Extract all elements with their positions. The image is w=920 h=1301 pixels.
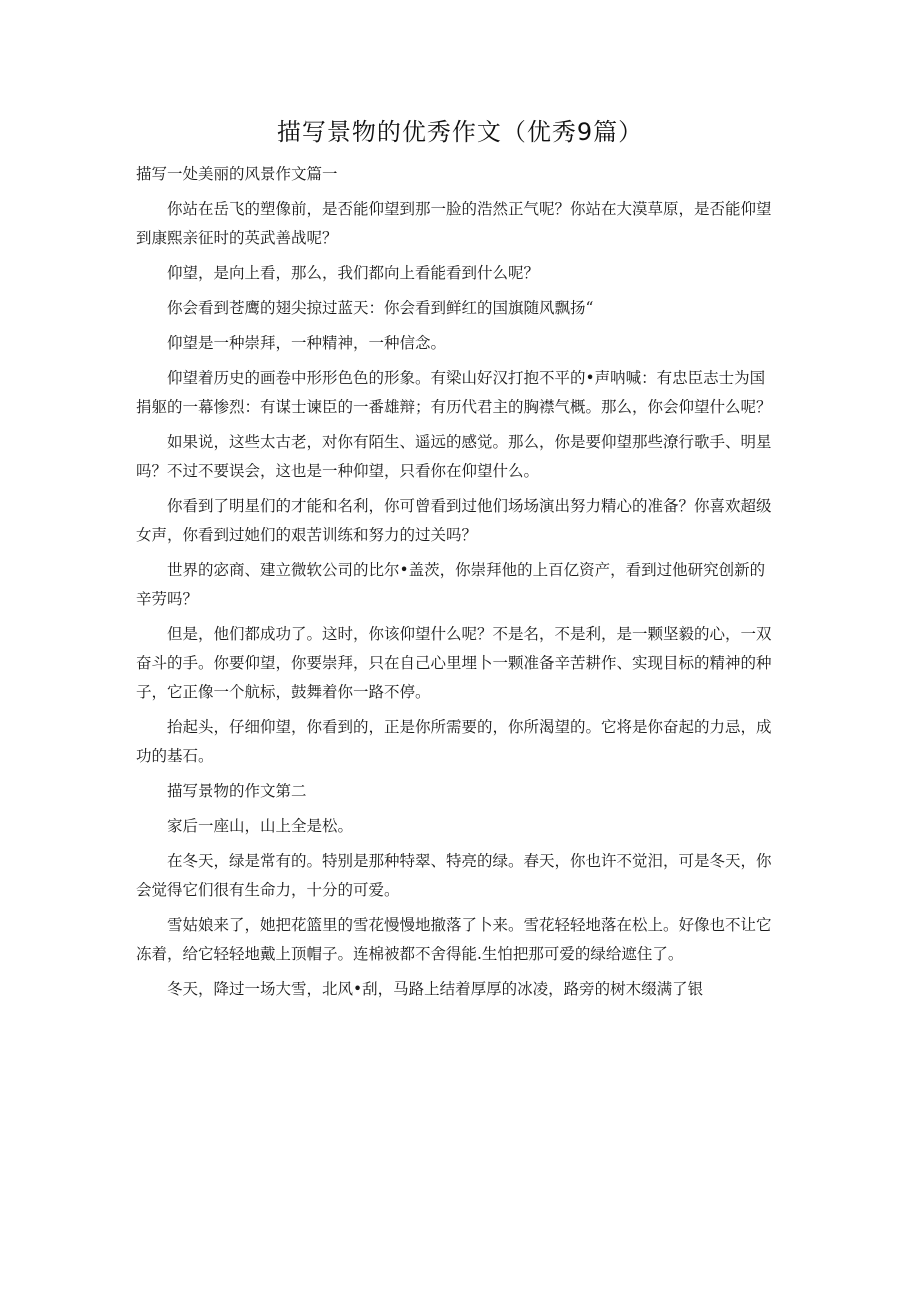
paragraph: 仰望是一种崇拜，一种精神，一种信念。 [167, 334, 447, 352]
paragraph: 抬起头，仔细仰望，你看到的，正是你所需要的，你所渴望的。它将是你奋起的力忌，成功的基石。 [136, 718, 772, 765]
document-body [136, 160, 776, 1010]
paragraph: 世界的宓商、建立微软公司的比尔•盖茨，你崇拜他的上百亿资产，看到过他研究创新的辛劳吗？ [136, 561, 766, 608]
paragraph: 你看到了明星们的才能和名利，你可曾看到过他们场场演出努力精心的准备？你喜欢超级女声，你看到过她们的艰苦训练和努力的过关吗？ [136, 497, 772, 544]
paragraph: 但是，他们都成功了。这时，你该仰望什么呢？不是名，不是利，是一颗坚毅的心，一双奋斗的手。你要仰望，你要崇拜，只在自己心里埋卜一颗准备辛苦耕作、实现目标的精神的种子，它正像一个航标，鼓舞着你一路不停。 [136, 625, 772, 701]
paragraph: 雪姑娘来了，她把花篮里的雪花慢慢地撤落了卜来。雪花轻轻地落在松上。好像也不让它冻着，给它轻轻地戴上顶帽子。连棉被都不舍得能.生怕把那可爱的绿给遮住了。 [136, 916, 772, 963]
paragraph: 如果说，这些太古老，对你有陌生、遥远的感觉。那么，你是要仰望那些潦行歌手、明星吗？不过不要误会，这也是一种仰望，只看你在仰望什么。 [136, 433, 772, 480]
paragraph: 你会看到苍鹰的翅尖掠过蓝天：你会看到鲜红的国旗随风飘扬“ [167, 299, 594, 317]
paragraph: 在冬天，绿是常有的。特别是那种特翠、特亮的绿。春天，你也许不觉汨，可是冬天，你会觉得它们很有生命力，十分的可爱。 [136, 852, 772, 899]
document-title: 描写景物的优秀作文（优秀9篇） [276, 118, 644, 146]
paragraph: 家后一座山，山上全是松。 [167, 817, 354, 835]
section-heading: 描写一处美丽的风景作文篇一 [136, 165, 338, 183]
paragraph: 你站在岳飞的塑像前，是否能仰望到那一脸的浩然正气呢？你站在大漠草原，是否能仰望到康熙亲征时的英武善战呢？ [136, 200, 772, 247]
section-heading: 描写景物的作文第二 [167, 782, 307, 800]
paragraph: 冬天，降过一场大雪，北风•刮，马路上结着厚厚的冰凌，路旁的树木缀满了银 [167, 980, 704, 998]
paragraph: 仰望着历史的画卷中形形色色的形象。有梁山好汉打抱不平的•声呐喊：有忠臣志士为国捐躯的一幕惨烈：有谋士谏臣的一番雄辩；有历代君主的胸襟气概。那么，你会仰望什么呢？ [136, 369, 772, 416]
paragraph: 仰望，是向上看，那么，我们都向上看能看到什么呢？ [167, 264, 540, 282]
